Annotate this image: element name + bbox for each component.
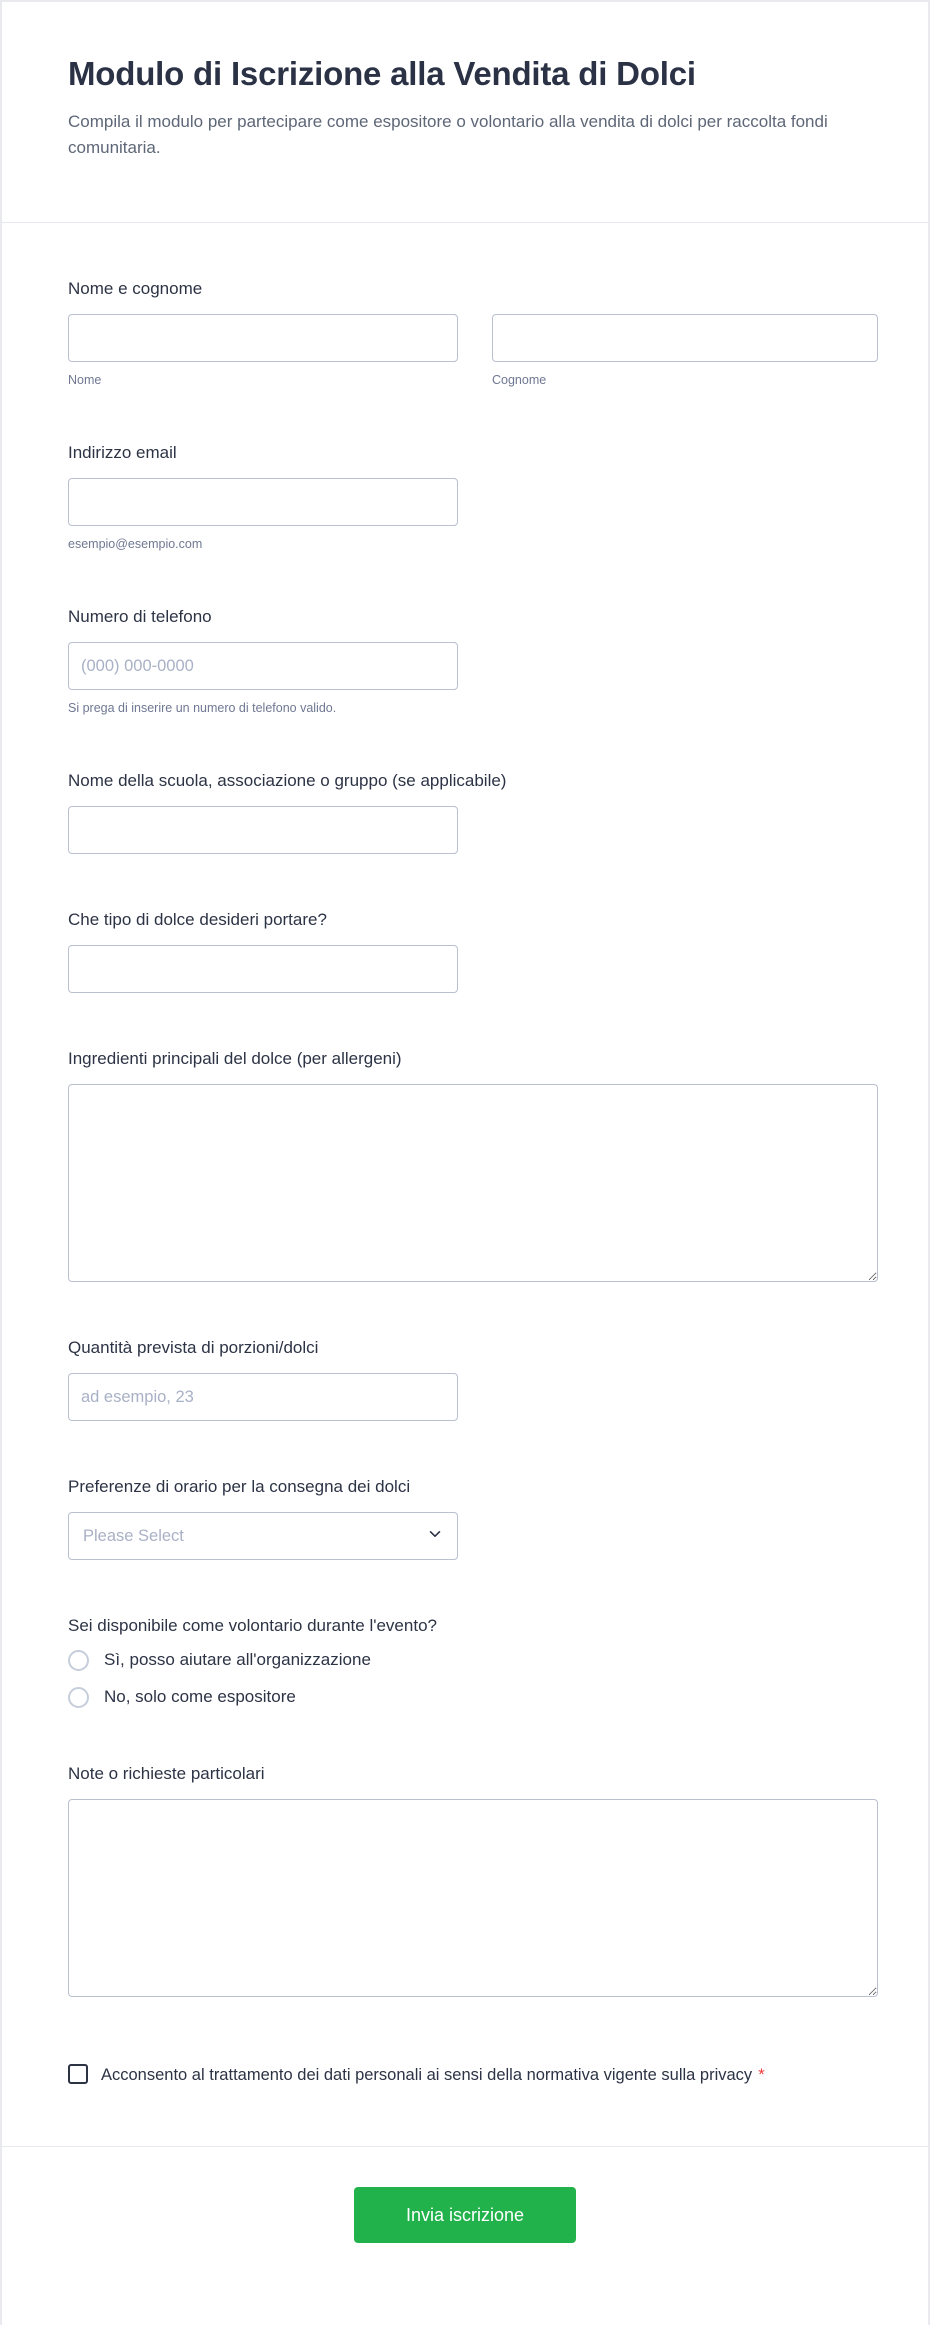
phone-input[interactable] bbox=[68, 642, 458, 690]
volunteer-option-yes[interactable] bbox=[68, 1649, 874, 1671]
school-input[interactable] bbox=[68, 806, 458, 854]
field-quantity bbox=[68, 1338, 874, 1421]
field-full-name bbox=[68, 279, 874, 387]
first-name-input[interactable] bbox=[68, 314, 458, 362]
submit-button[interactable]: Invia iscrizione bbox=[354, 2187, 576, 2243]
last-name-input[interactable] bbox=[492, 314, 878, 362]
school-label: Nome della scuola, associazione o gruppo (se applicabile) bbox=[68, 771, 507, 790]
page-title: Modulo di Iscrizione alla Vendita di Dolci bbox=[68, 55, 696, 92]
phone-label: Numero di telefono bbox=[68, 607, 212, 626]
field-time-preference bbox=[68, 1477, 874, 1560]
last-name-col bbox=[492, 314, 878, 387]
consent-label: Acconsento al trattamento dei dati personali ai sensi della normativa vigente sulla privacy bbox=[101, 2066, 753, 2084]
field-ingredients bbox=[68, 1049, 874, 1282]
field-email bbox=[68, 443, 874, 551]
phone-sublabel: Si prega di inserire un numero di telefono valido. bbox=[68, 701, 337, 715]
notes-label: Note o richieste particolari bbox=[68, 1764, 265, 1783]
volunteer-option-no[interactable] bbox=[68, 1686, 874, 1708]
notes-textarea[interactable] bbox=[68, 1799, 878, 1997]
email-sublabel: esempio@esempio.com bbox=[68, 537, 203, 551]
field-volunteer bbox=[68, 1616, 874, 1708]
consent-row bbox=[68, 2066, 765, 2084]
dessert-type-label: Che tipo di dolce desideri portare? bbox=[68, 910, 327, 929]
volunteer-option-yes-label: Sì, posso aiutare all'organizzazione bbox=[104, 1650, 371, 1669]
time-preference-selected-value: Please Select bbox=[83, 1526, 184, 1545]
first-name-col bbox=[68, 314, 458, 387]
quantity-label: Quantità prevista di porzioni/dolci bbox=[68, 1338, 319, 1357]
consent-checkbox[interactable] bbox=[68, 2064, 88, 2084]
chevron-down-icon bbox=[427, 1526, 443, 1547]
time-preference-label: Preferenze di orario per la consegna dei dolci bbox=[68, 1477, 411, 1496]
form-subtitle: Compila il modulo per partecipare come espositore o volontario alla vendita di dolci per raccolta fondi comunitaria. bbox=[68, 112, 828, 157]
ingredients-label: Ingredienti principali del dolce (per allergeni) bbox=[68, 1049, 402, 1068]
radio-icon[interactable] bbox=[68, 1650, 89, 1671]
field-notes bbox=[68, 1764, 874, 1997]
volunteer-label: Sei disponibile come volontario durante l'evento? bbox=[68, 1616, 437, 1635]
field-consent bbox=[68, 2061, 788, 2090]
field-dessert-type bbox=[68, 910, 874, 993]
volunteer-option-no-label: No, solo come espositore bbox=[104, 1687, 296, 1706]
email-label: Indirizzo email bbox=[68, 443, 177, 462]
dessert-type-input[interactable] bbox=[68, 945, 458, 993]
email-input[interactable] bbox=[68, 478, 458, 526]
ingredients-textarea[interactable] bbox=[68, 1084, 878, 1282]
form-header bbox=[2, 2, 928, 161]
quantity-input[interactable] bbox=[68, 1373, 458, 1421]
form-fields bbox=[2, 223, 928, 2090]
radio-icon[interactable] bbox=[68, 1687, 89, 1708]
field-school bbox=[68, 771, 874, 854]
time-preference-select[interactable] bbox=[68, 1512, 458, 1560]
field-phone bbox=[68, 607, 874, 715]
name-row bbox=[68, 314, 874, 387]
required-asterisk: * bbox=[758, 2066, 765, 2084]
full-name-label: Nome e cognome bbox=[68, 279, 203, 298]
first-name-sublabel: Nome bbox=[68, 373, 102, 387]
form-footer bbox=[2, 2147, 928, 2295]
last-name-sublabel: Cognome bbox=[492, 373, 547, 387]
